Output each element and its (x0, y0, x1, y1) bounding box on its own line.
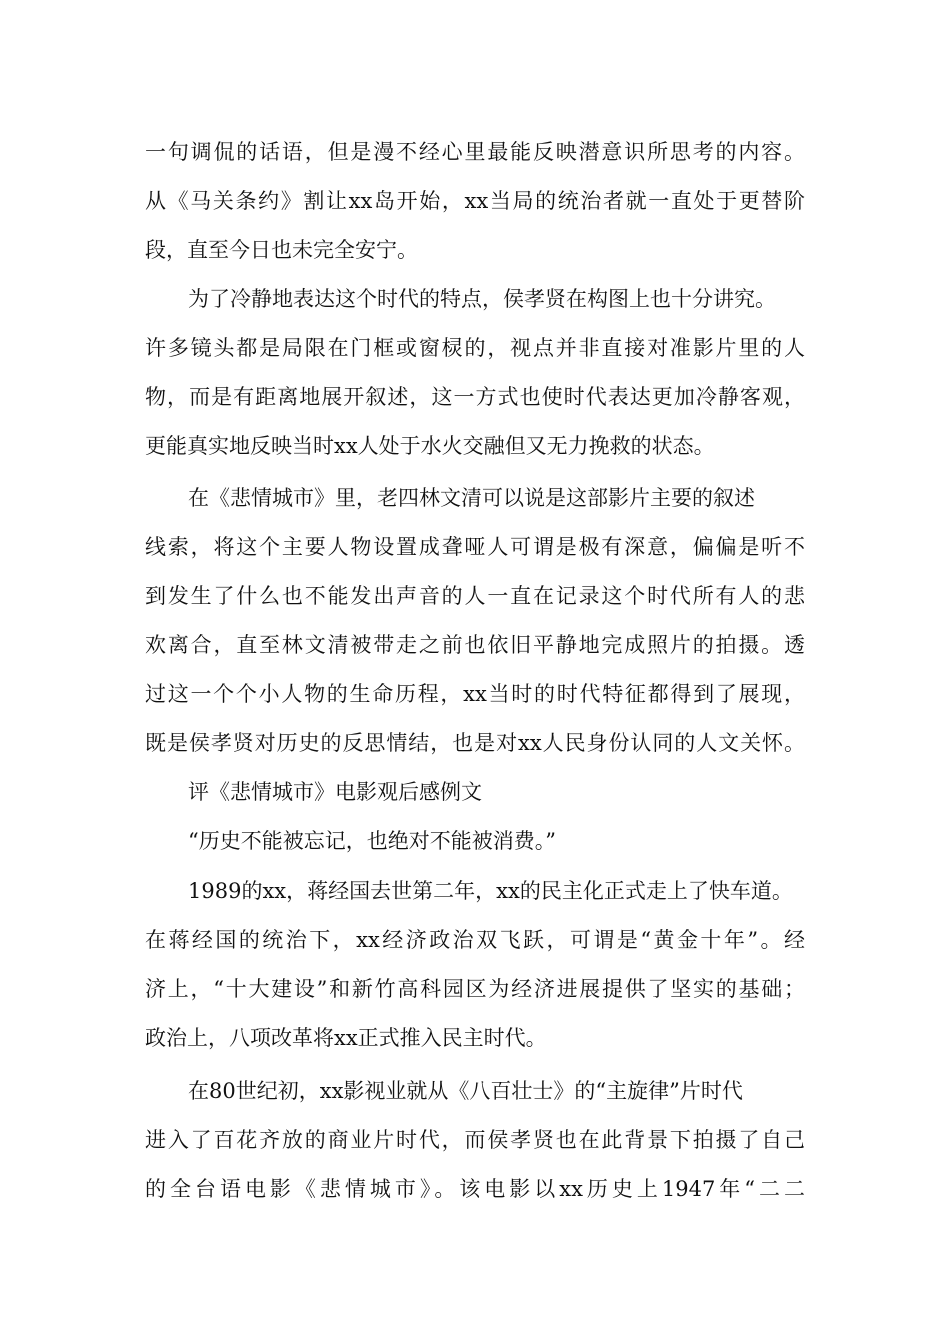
text-line-content: 到发生了什么也不能发出声音的人一直在记录这个时代所有人的悲 (145, 584, 805, 608)
text-line-content: 段，直至今日也未完全安宁。 (145, 238, 418, 262)
text-line (0, 1165, 950, 1214)
text-line (0, 719, 950, 768)
text-line (0, 226, 950, 275)
text-line-content: 进入了百花齐放的商业片时代，而侯孝贤也在此背景下拍摄了自己 (145, 1128, 805, 1152)
text-line-content: 许多镜头都是局限在门框或窗棂的，视点并非直接对准影片里的人 (145, 336, 805, 360)
text-line-content: 的全台语电影《悲情城市》。该电影以xx历史上1947年“二二 (145, 1177, 805, 1201)
text-line (0, 474, 950, 523)
text-line-content: 为了冷静地表达这个时代的特点，侯孝贤在构图上也十分讲究。 (188, 287, 776, 311)
text-line (0, 867, 950, 916)
text-line-content: 政治上，八项改革将xx正式推入民主时代。 (145, 1026, 547, 1050)
text-line-content: 1989的xx，蒋经国去世第二年，xx的民主化正式走上了快车道。 (188, 879, 793, 903)
text-line (0, 128, 950, 177)
text-line-content: 一句调侃的话语，但是漫不经心里最能反映潜意识所思考的内容。 (145, 140, 805, 164)
text-line-content: 物，而是有距离地展开叙述，这一方式也使时代表达更加冷静客观， (145, 385, 805, 409)
section-heading-text: 评《悲情城市》电影观后感例文 (188, 780, 482, 804)
text-line (0, 177, 950, 226)
text-line (0, 670, 950, 719)
text-line (0, 324, 950, 373)
text-line-content: 过这一个个小人物的生命历程，xx当时的时代特征都得到了展现， (145, 682, 805, 706)
text-line (0, 817, 950, 866)
text-line (0, 1116, 950, 1165)
text-line (0, 373, 950, 422)
text-line-content: 线索，将这个主要人物设置成聋哑人可谓是极有深意，偏偏是听不 (145, 535, 805, 559)
text-line-content: 在《悲情城市》里，老四林文清可以说是这部影片主要的叙述 (188, 486, 755, 510)
text-line (0, 1014, 950, 1063)
quote-text: “历史不能被忘记，也绝对不能被消费。” (188, 829, 556, 853)
text-line (0, 1067, 950, 1116)
text-line (0, 275, 950, 324)
text-line-content: 既是侯孝贤对历史的反思情结，也是对xx人民身份认同的人文关怀。 (145, 731, 805, 755)
section-heading (0, 768, 950, 817)
text-line-content: 济上，“十大建设”和新竹高科园区为经济进展提供了坚实的基础； (145, 977, 805, 1001)
text-line (0, 916, 950, 965)
text-line-content: 更能真实地反映当时xx人处于水火交融但又无力挽救的状态。 (145, 434, 715, 458)
text-line (0, 422, 950, 471)
text-line-content: 在80世纪初，xx影视业就从《八百壮士》的“主旋律”片时代 (188, 1079, 743, 1103)
text-line-content: 欢离合，直至林文清被带走之前也依旧平静地完成照片的拍摄。透 (145, 633, 805, 657)
text-line-content: 在蒋经国的统治下，xx经济政治双飞跃，可谓是“黄金十年”。经 (145, 928, 805, 952)
text-line (0, 621, 950, 670)
text-line-content: 从《马关条约》割让xx岛开始，xx当局的统治者就一直处于更替阶 (145, 189, 805, 213)
text-line (0, 523, 950, 572)
text-line (0, 572, 950, 621)
text-line (0, 965, 950, 1014)
